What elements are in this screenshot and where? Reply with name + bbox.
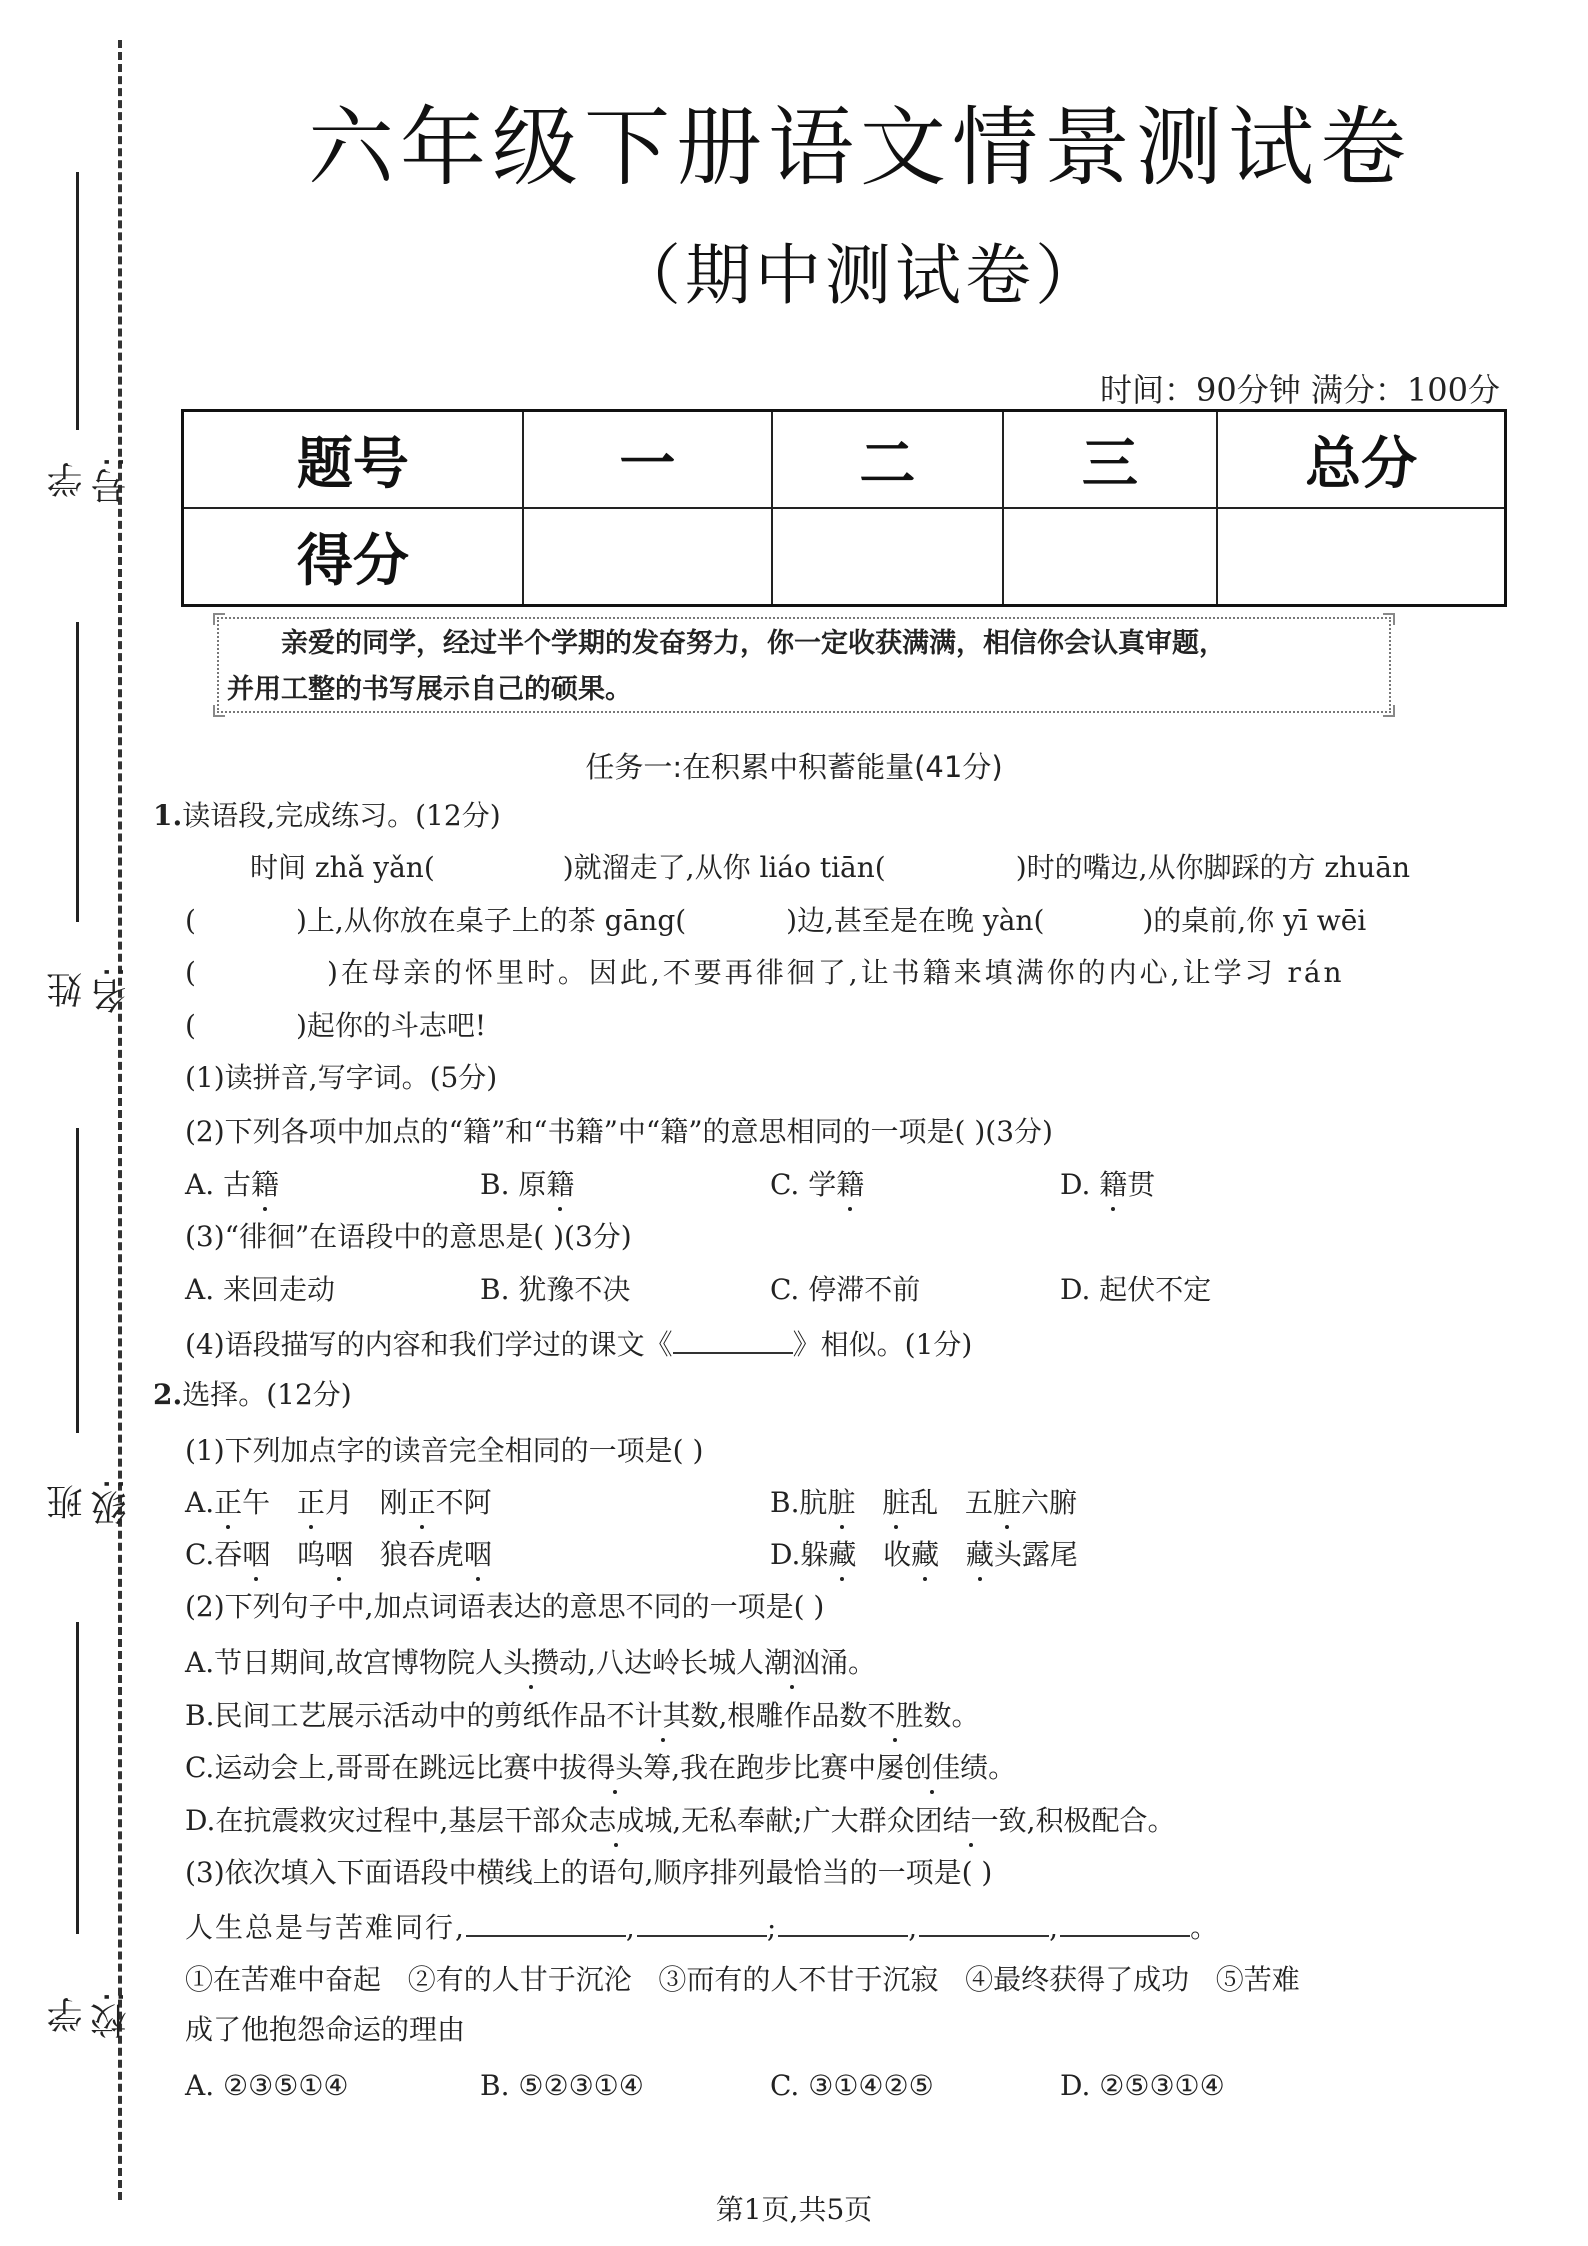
punctuation: , [625,1911,637,1944]
punctuation: 。 [1190,1911,1221,1944]
student-id-line [76,172,79,430]
q2-sub1: (1)下列加点字的读音完全相同的一项是( ) [185,1434,704,1467]
punctuation: , [908,1911,920,1944]
q1-passage-line-1 [250,850,1410,886]
header-cell-part-2: 二 [772,411,1002,509]
score-cell-part-3[interactable] [1003,508,1218,606]
option-text: 运动会上,哥哥在跳远比赛中 [214,1751,560,1784]
option-text: 古 [223,1168,252,1201]
option-text: 躲 [800,1538,829,1571]
name-label: 姓名: [47,965,132,1015]
header-cell-question-number: 题号 [183,411,523,509]
page-number: 第1页,共5页 [715,2193,873,2226]
school-line [76,1622,79,1934]
option-text: ,积极配合。 [1026,1804,1176,1837]
option-c[interactable] [185,1537,492,1573]
option-c[interactable]: C. 停滞不前 [770,1273,921,1306]
option-label: A. [185,1646,215,1679]
option-text: 刚 [379,1486,408,1519]
q2-sub3-stem [185,1909,1220,1946]
option-b[interactable] [770,1485,1077,1521]
dotted-char: 籍 [1099,1168,1128,1201]
passage-text: )边,甚至是在晚 yàn( [786,904,1045,937]
time-score-info: 时间：90分钟 满分：100分 [1100,371,1500,409]
dotted-phrase: 众志成城 [560,1804,673,1837]
section-heading-task-1: 任务一:在积累中积蓄能量(41分) [585,750,1003,784]
option-text: ,我在跑步比赛中 [671,1751,877,1784]
q2-sub3-items-line-2: 成了他抱怨命运的理由 [185,2013,466,2046]
option-b[interactable] [480,1167,574,1203]
dotted-char: 籍 [546,1168,575,1201]
q1-title-text: 读语段,完成练习。(12分) [182,799,501,832]
q1-sub3-options [185,1272,1485,1312]
option-label: D. [770,1538,801,1571]
q2-sub2-option-c[interactable] [185,1750,1016,1786]
student-id-label: 学号: [47,455,132,505]
option-text: 。 [951,1699,980,1732]
passage-text: )就溜走了,从你 liáo tiān( [562,851,886,884]
intro-box [217,617,1391,713]
option-text: 乱 [910,1486,939,1519]
dotted-char: 脏 [992,1486,1021,1519]
passage-text: )的桌前,你 yī wēi [1142,904,1367,937]
option-text: 。 [847,1646,876,1679]
q1-sub2: (2)下列各项中加点的“籍”和“书籍”中“籍”的意思相同的一项是( )(3分) [185,1115,1053,1148]
option-text: 五 [964,1486,993,1519]
dotted-char: 藏 [828,1538,857,1571]
answer-blank[interactable] [673,1326,793,1354]
option-d[interactable]: D. ②⑤③①④ [1060,2069,1225,2102]
fill-blank-2[interactable] [637,1909,767,1937]
class-line [76,1128,79,1433]
option-a[interactable] [185,1485,492,1521]
passage-text: ( [185,904,196,937]
score-table-score-row [183,508,1506,606]
school-label: 学校: [47,1990,132,2040]
intro-corner-ornament [213,705,225,717]
fill-blank-4[interactable] [919,1909,1049,1937]
option-a[interactable]: A. ②③⑤①④ [185,2069,349,2102]
dotted-char: 藏 [911,1538,940,1571]
q1-title [153,798,501,834]
intro-line-2: 并用工整的书写展示自己的硕果。 [227,674,632,705]
option-label: A. [185,1486,215,1519]
q2-sub2-option-b[interactable] [185,1698,979,1734]
punctuation: ; [766,1911,779,1944]
q1-sub4-text: (4)语段描写的内容和我们学过的课文《 [185,1328,673,1361]
option-text: 头露尾 [993,1538,1078,1571]
option-text: 肮 [799,1486,828,1519]
dotted-char: 藏 [965,1538,994,1571]
stem-text: 人生总是与苦难同行, [185,1911,466,1944]
option-label: B. [185,1699,215,1732]
q2-sub3-options [185,2068,1485,2108]
option-text: 学 [808,1168,837,1201]
option-c[interactable] [770,1167,864,1203]
q1-sub2-options [185,1167,1485,1207]
dotted-char: 籍 [836,1168,865,1201]
binding-dashed-line [118,40,122,2200]
punctuation: , [1049,1911,1061,1944]
option-d[interactable]: D. 起伏不定 [1060,1273,1212,1306]
option-a[interactable] [185,1167,279,1203]
option-text: 原 [518,1168,547,1201]
q1-passage-line-4 [185,1008,486,1044]
option-label: C. [185,1538,215,1571]
option-text: 。 [988,1751,1017,1784]
passage-text: ( [185,1009,196,1042]
option-b[interactable]: B. ⑤②③①④ [480,2069,644,2102]
intro-corner-ornament [1383,613,1395,625]
option-text: 贯 [1127,1168,1156,1201]
q2-sub2-option-a[interactable] [185,1645,876,1681]
option-text: 呜 [297,1538,326,1571]
option-label: D. [185,1804,216,1837]
q1-passage-line-2 [185,903,1366,939]
option-text: 节日期间,故宫博物院 [214,1646,476,1679]
option-text: 午 [242,1486,271,1519]
q1-passage-line-3 [185,955,1345,991]
dotted-char: 正 [214,1486,243,1519]
option-label: B. [770,1486,800,1519]
dotted-phrase: 屡创佳绩 [876,1751,989,1784]
score-table [181,409,1507,607]
option-text: 不阿 [435,1486,492,1519]
option-text: 民间工艺展示活动中的剪纸作品 [214,1699,607,1732]
dotted-phrase: 团结一致 [914,1804,1027,1837]
passage-text: )时的嘴边,从你脚踩的方 zhuān [1015,851,1410,884]
fill-blank-5[interactable] [1060,1909,1190,1937]
intro-corner-ornament [213,613,225,625]
score-table-header-row [183,411,1506,509]
q2-number: 2. [153,1378,183,1411]
option-label: A. [185,1168,215,1201]
fill-blank-3[interactable] [778,1909,908,1937]
q2-sub3: (3)依次填入下面语段中横线上的语句,顺序排列最恰当的一项是( ) [185,1856,993,1889]
q2-title [153,1377,352,1413]
q1-sub4-text: 》相似。(1分) [792,1328,973,1361]
dotted-phrase: 人头攒动 [475,1646,588,1679]
class-label: 班级: [47,1477,132,1527]
passage-text: )起你的斗志吧! [295,1009,487,1042]
page-subtitle: （期中测试卷） [615,237,1105,314]
q1-number: 1. [153,799,183,832]
q2-sub3-items-line-1: ①在苦难中奋起 ②有的人甘于沉沦 ③而有的人不甘于沉寂 ④最终获得了成功 ⑤苦难 [185,1963,1300,1996]
q2-sub1-options-row-1 [185,1485,1485,1525]
option-c[interactable]: C. ③①④②⑤ [770,2069,934,2102]
option-text: ,八达岭长城 [587,1646,736,1679]
option-text: 在抗震救灾过程中,基层干部 [215,1804,561,1837]
passage-text: )上,从你放在桌子上的茶 gāng( [295,904,687,937]
score-cell-part-1[interactable] [523,508,772,606]
option-label: C. [185,1751,215,1784]
q1-sub1: (1)读拼音,写字词。(5分) [185,1061,498,1094]
q1-sub3: (3)“徘徊”在语段中的意思是( )(3分) [185,1220,632,1253]
passage-text: ( [185,956,199,989]
dotted-char: 正 [296,1486,325,1519]
q2-sub2-option-d[interactable] [185,1803,1176,1839]
dotted-phrase: 数不胜数 [839,1699,952,1732]
option-text: 狼吞虎 [379,1538,464,1571]
option-d[interactable] [770,1537,1078,1573]
dotted-char: 籍 [251,1168,280,1201]
option-text: 吞 [214,1538,243,1571]
q2-sub1-options-row-2 [185,1537,1485,1577]
score-cell-part-2[interactable] [772,508,1002,606]
fill-blank-1[interactable] [466,1909,626,1937]
dotted-phrase: 拔得头筹 [559,1751,672,1784]
q2-title-text: 选择。(12分) [182,1378,352,1411]
option-label: C. [770,1168,800,1201]
dotted-char: 脏 [827,1486,856,1519]
dotted-char: 咽 [463,1538,492,1571]
intro-line-1: 亲爱的同学，经过半个学期的发奋努力，你一定收获满满，相信你会认真审题， [281,628,1226,659]
option-text: ,根雕作品 [718,1699,840,1732]
page-title: 六年级下册语文情景测试卷 [308,98,1412,198]
passage-text: )在母亲的怀里时。因此,不要再徘徊了,让书籍来填满你的内心,让学习 rán [326,956,1345,989]
dotted-char: 咽 [242,1538,271,1571]
option-label: D. [1060,1168,1091,1201]
option-label: B. [480,1168,510,1201]
q2-sub2: (2)下列句子中,加点词语表达的意思不同的一项是( ) [185,1590,825,1623]
option-text: 月 [324,1486,353,1519]
q1-sub4 [185,1326,972,1363]
option-b[interactable]: B. 犹豫不决 [480,1273,631,1306]
option-a[interactable]: A. 来回走动 [185,1273,336,1306]
dotted-char: 咽 [325,1538,354,1571]
dotted-phrase: 人潮汹涌 [735,1646,848,1679]
option-d[interactable] [1060,1167,1155,1203]
score-cell-total[interactable] [1217,508,1505,606]
passage-text: 时间 zhǎ yǎn( [250,851,435,884]
option-text: 六腑 [1020,1486,1077,1519]
dotted-char: 正 [407,1486,436,1519]
score-row-label: 得分 [183,508,523,606]
header-cell-total: 总分 [1217,411,1505,509]
dotted-char: 脏 [882,1486,911,1519]
header-cell-part-3: 三 [1003,411,1218,509]
option-text: 收 [883,1538,912,1571]
header-cell-part-1: 一 [523,411,772,509]
dotted-phrase: 不计其数 [606,1699,719,1732]
option-text: ,无私奉献;广大群众 [672,1804,915,1837]
intro-corner-ornament [1383,705,1395,717]
